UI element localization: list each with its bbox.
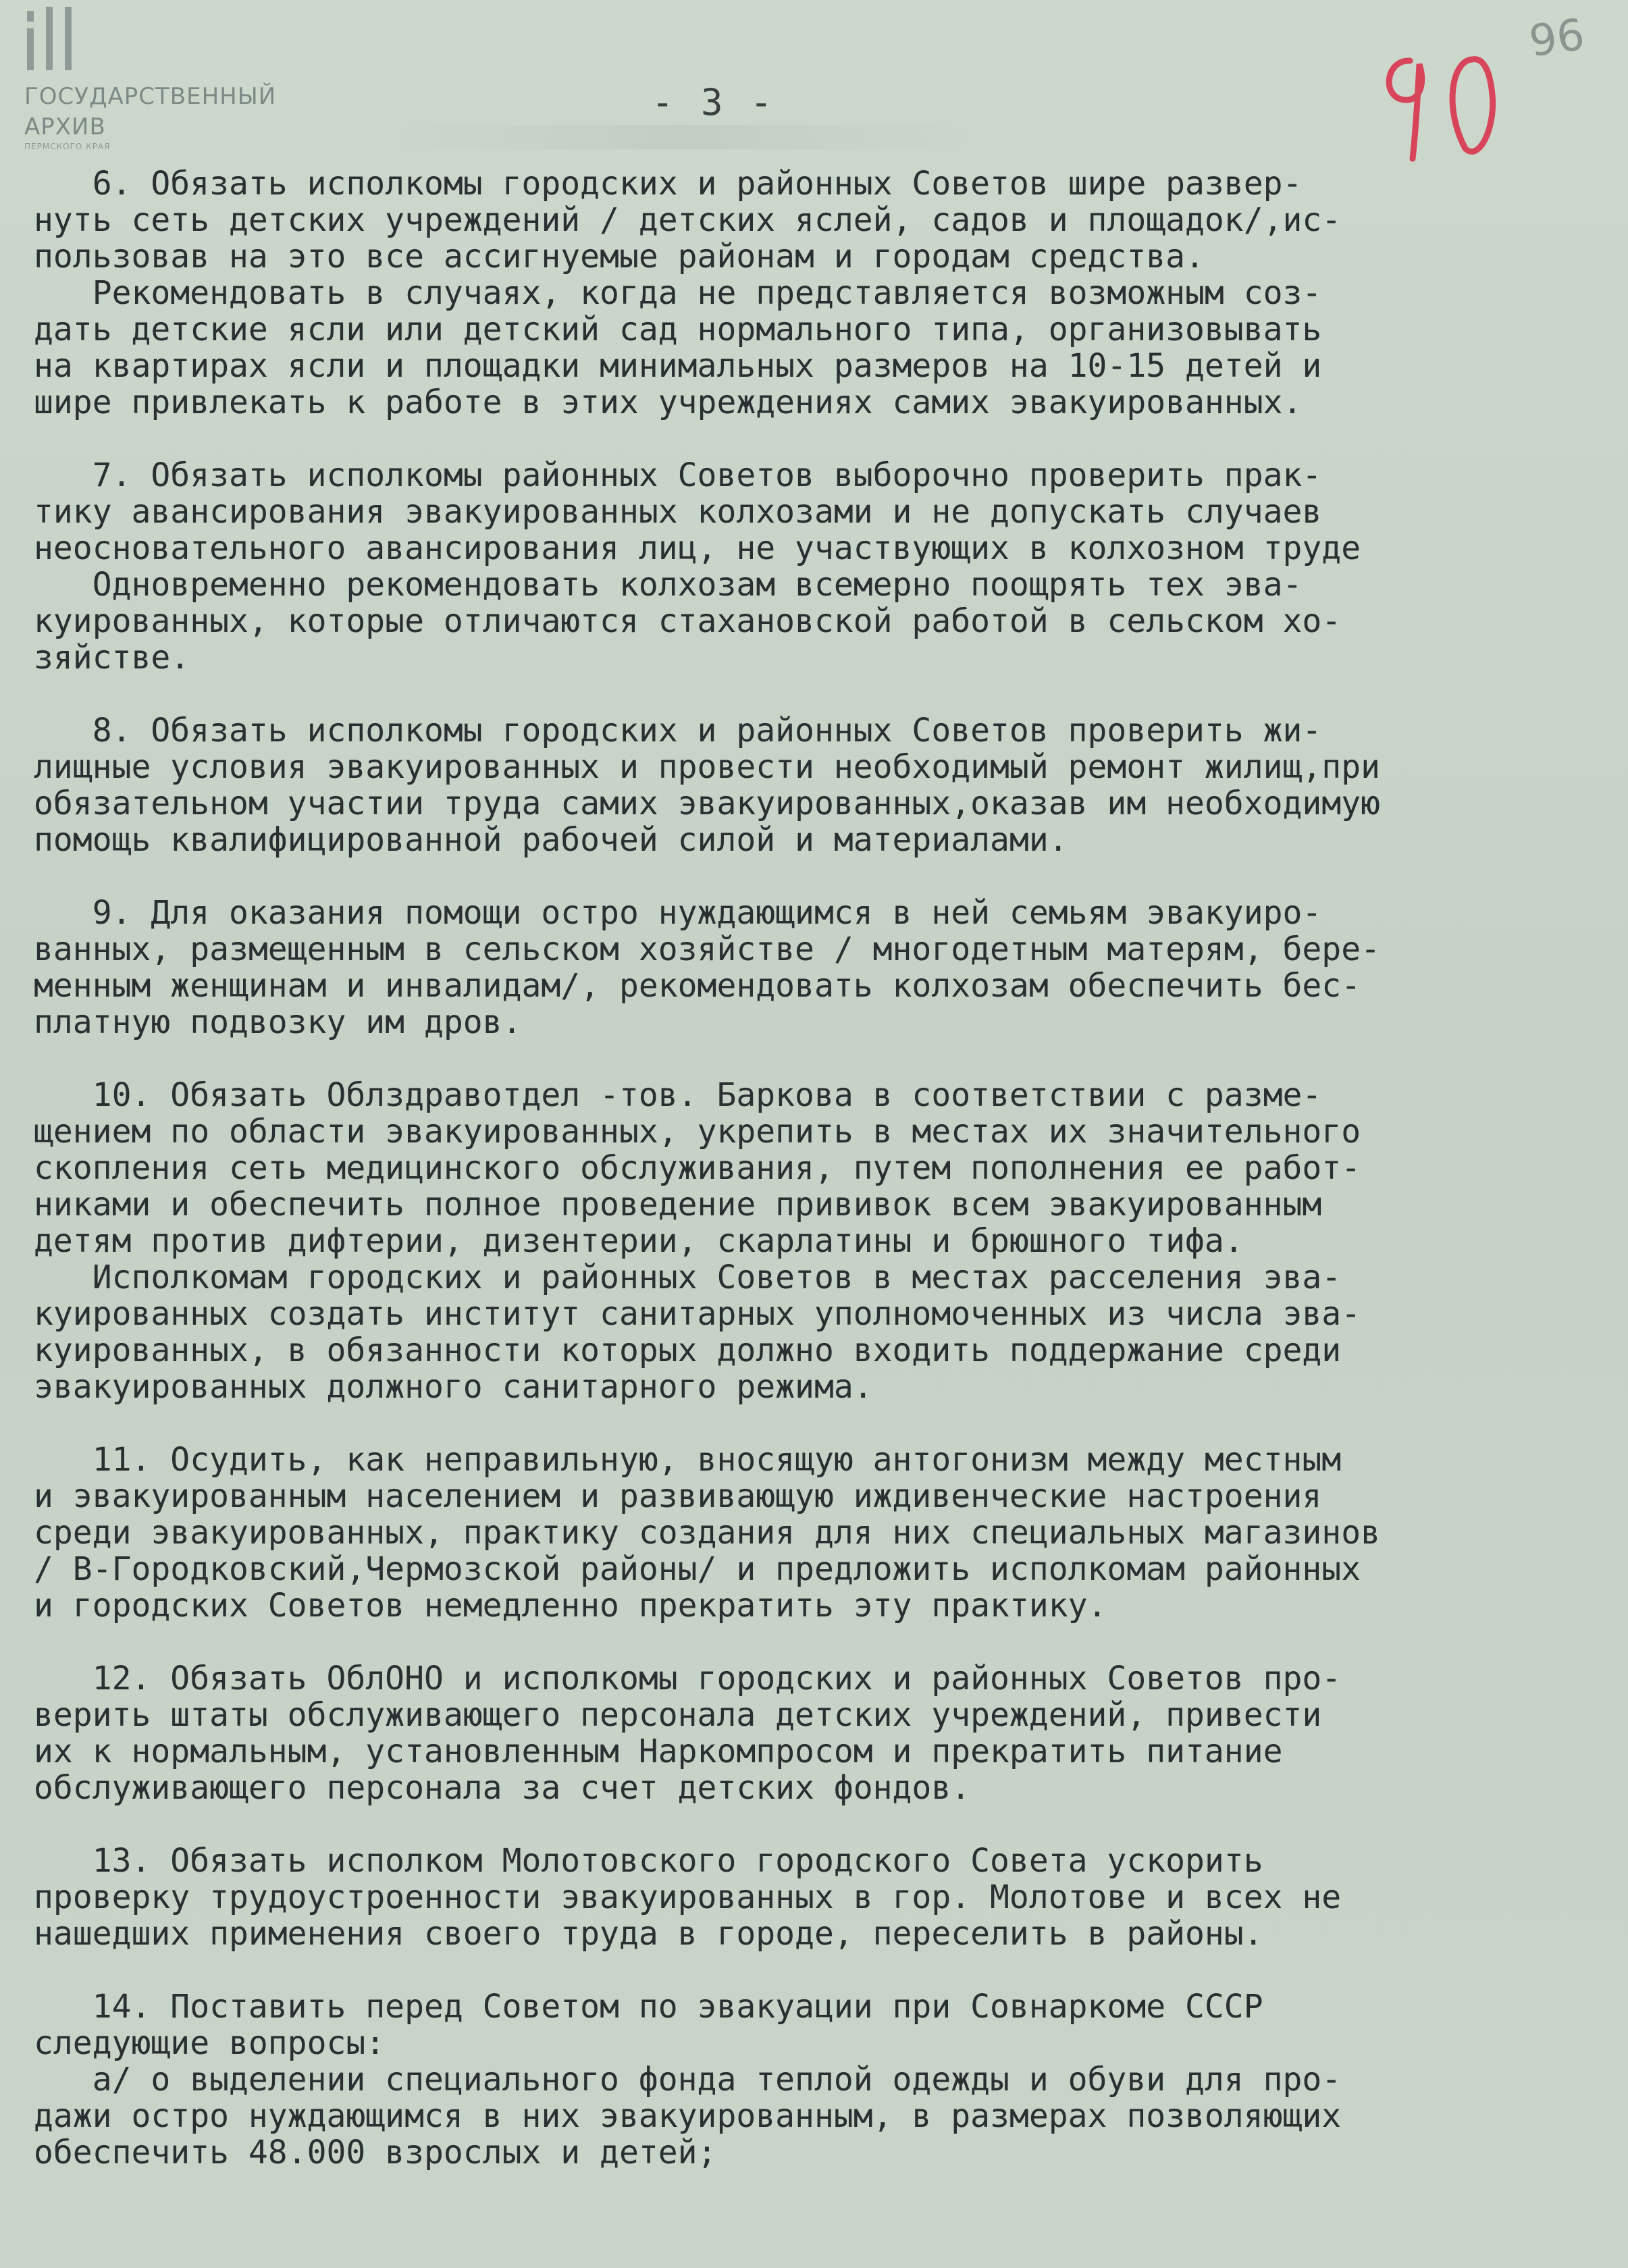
text-line: зяйстве. [34, 639, 190, 677]
text-line: и эвакуированным населением и развивающую иждивенческие настроения [34, 1477, 1322, 1515]
text-line: дажи остро нуждающимся в них эвакуированным, в размерах позволяющих [34, 2097, 1342, 2135]
text-line: обслуживающего персонала за счет детских фондов. [34, 1769, 971, 1807]
text-line: шире привлекать к работе в этих учреждениях самих эвакуированных. [34, 384, 1303, 421]
paragraph-12 [34, 1660, 1607, 1806]
text-line: на квартирах ясли и площадки минимальных размеров на 10-15 детей и [34, 347, 1322, 385]
document-body [34, 165, 1607, 2225]
text-line: куированных создать институт санитарных уполномоченных из числа эва- [34, 1295, 1361, 1333]
text-line: среди эвакуированных, практику создания для них специальных магазинов [34, 1514, 1380, 1552]
paragraph-14 [34, 1988, 1607, 2171]
archive-logo-icon [26, 5, 90, 73]
text-line: менным женщинам и инвалидам/, рекомендовать колхозам обеспечить бес- [34, 967, 1361, 1005]
archive-logo-line2: АРХИВ [24, 113, 106, 140]
paragraph-9 [34, 895, 1607, 1040]
paragraph-13 [34, 1843, 1607, 1952]
text-line: скопления сеть медицинского обслуживания, путем пополнения ее работ- [34, 1149, 1361, 1187]
text-line: 7. Обязать исполкомы районных Советов выборочно проверить прак- [34, 456, 1322, 494]
text-line: пользовав на это все ассигнуемые районам и городам средства. [34, 238, 1205, 275]
text-line: нашедших применения своего труда в городе, переселить в районы. [34, 1915, 1263, 1953]
archive-logo-line1: ГОСУДАРСТВЕННЫЙ [24, 83, 277, 110]
archive-logo-line3: ПЕРМСКОГО КРАЯ [24, 142, 111, 151]
text-line: Одновременно рекомендовать колхозам всемерно поощрять тех эва- [34, 566, 1303, 604]
text-line: помощь квалифицированной рабочей силой и материалами. [34, 821, 1068, 859]
text-line: платную подвозку им дров. [34, 1003, 522, 1041]
text-line: неосновательного авансирования лиц, не участвующих в колхозном труде [34, 529, 1361, 567]
text-line: детям против дифтерии, дизентерии, скарлатины и брюшного тифа. [34, 1222, 1244, 1260]
text-line: лищные условия эвакуированных и провести необходимый ремонт жилищ,при [34, 748, 1380, 786]
text-line: дать детские ясли или детский сад нормального типа, организовывать [34, 311, 1322, 348]
folio-number-handwritten [1371, 47, 1513, 169]
text-line: 9. Для оказания помощи остро нуждающимся в ней семьям эвакуиро- [34, 894, 1322, 932]
text-line: Рекомендовать в случаях, когда не представляется возможным соз- [34, 274, 1322, 312]
text-line: тику авансирования эвакуированных колхозами и не допускать случаев [34, 493, 1322, 531]
old-folio-number: 96 [1526, 9, 1588, 68]
text-line: обязательном участии труда самих эвакуированных,оказав им необходимую [34, 785, 1380, 822]
text-line: 14. Поставить перед Советом по эвакуации при Совнаркоме СССР [34, 1988, 1263, 2026]
archive-logo [20, 5, 277, 151]
text-line: куированных, в обязанности которых должно входить поддержание среди [34, 1331, 1342, 1369]
text-line: проверку трудоустроенности эвакуированных в гор. Молотове и всех не [34, 1878, 1342, 1916]
text-line: / В-Городковский,Чермозской районы/ и предложить исполкомам районных [34, 1550, 1361, 1588]
text-line: куированных, которые отличаются стахановской работой в сельском хо- [34, 602, 1342, 640]
paragraph-6 [34, 165, 1607, 421]
paragraph-7 [34, 457, 1607, 676]
text-line: нуть сеть детских учреждений / детских яслей, садов и площадок/,ис- [34, 201, 1342, 239]
text-line: 11. Осудить, как неправильную, вносящую антогонизм между местным [34, 1441, 1342, 1479]
text-line: и городских Советов немедленно прекратить эту практику. [34, 1587, 1107, 1625]
page-number: - 3 - [652, 81, 775, 124]
text-line: обеспечить 48.000 взрослых и детей; [34, 2134, 717, 2171]
text-line: щением по области эвакуированных, укрепить в местах их значительного [34, 1113, 1361, 1151]
text-line: 6. Обязать исполкомы городских и районных Советов шире развер- [34, 165, 1303, 203]
text-line: следующие вопросы: [34, 2024, 386, 2062]
paragraph-10 [34, 1077, 1607, 1405]
text-line: их к нормальным, установленным Наркомпросом и прекратить питание [34, 1733, 1283, 1770]
text-line: Исполкомам городских и районных Советов в местах расселения эва- [34, 1259, 1342, 1296]
text-line: никами и обеспечить полное проведение прививок всем эвакуированным [34, 1186, 1322, 1223]
paragraph-11 [34, 1442, 1607, 1624]
text-line: 10. Обязать Облздравотдел -тов. Баркова в соответствии с разме- [34, 1076, 1322, 1114]
text-line: верить штаты обслуживающего персонала детских учреждений, привести [34, 1696, 1322, 1734]
ink-bleed-through [378, 125, 986, 149]
text-line: 8. Обязать исполкомы городских и районных Советов проверить жи- [34, 712, 1322, 749]
text-line: эвакуированных должного санитарного режима. [34, 1368, 873, 1406]
text-line: а/ о выделении специального фонда теплой одежды и обуви для про- [34, 2061, 1342, 2099]
text-line: ванных, размещенным в сельском хозяйстве / многодетным матерям, бере- [34, 930, 1380, 968]
paragraph-8 [34, 712, 1607, 858]
text-line: 12. Обязать ОблОНО и исполкомы городских и районных Советов про- [34, 1660, 1342, 1697]
text-line: 13. Обязать исполком Молотовского городского Совета ускорить [34, 1842, 1263, 1880]
